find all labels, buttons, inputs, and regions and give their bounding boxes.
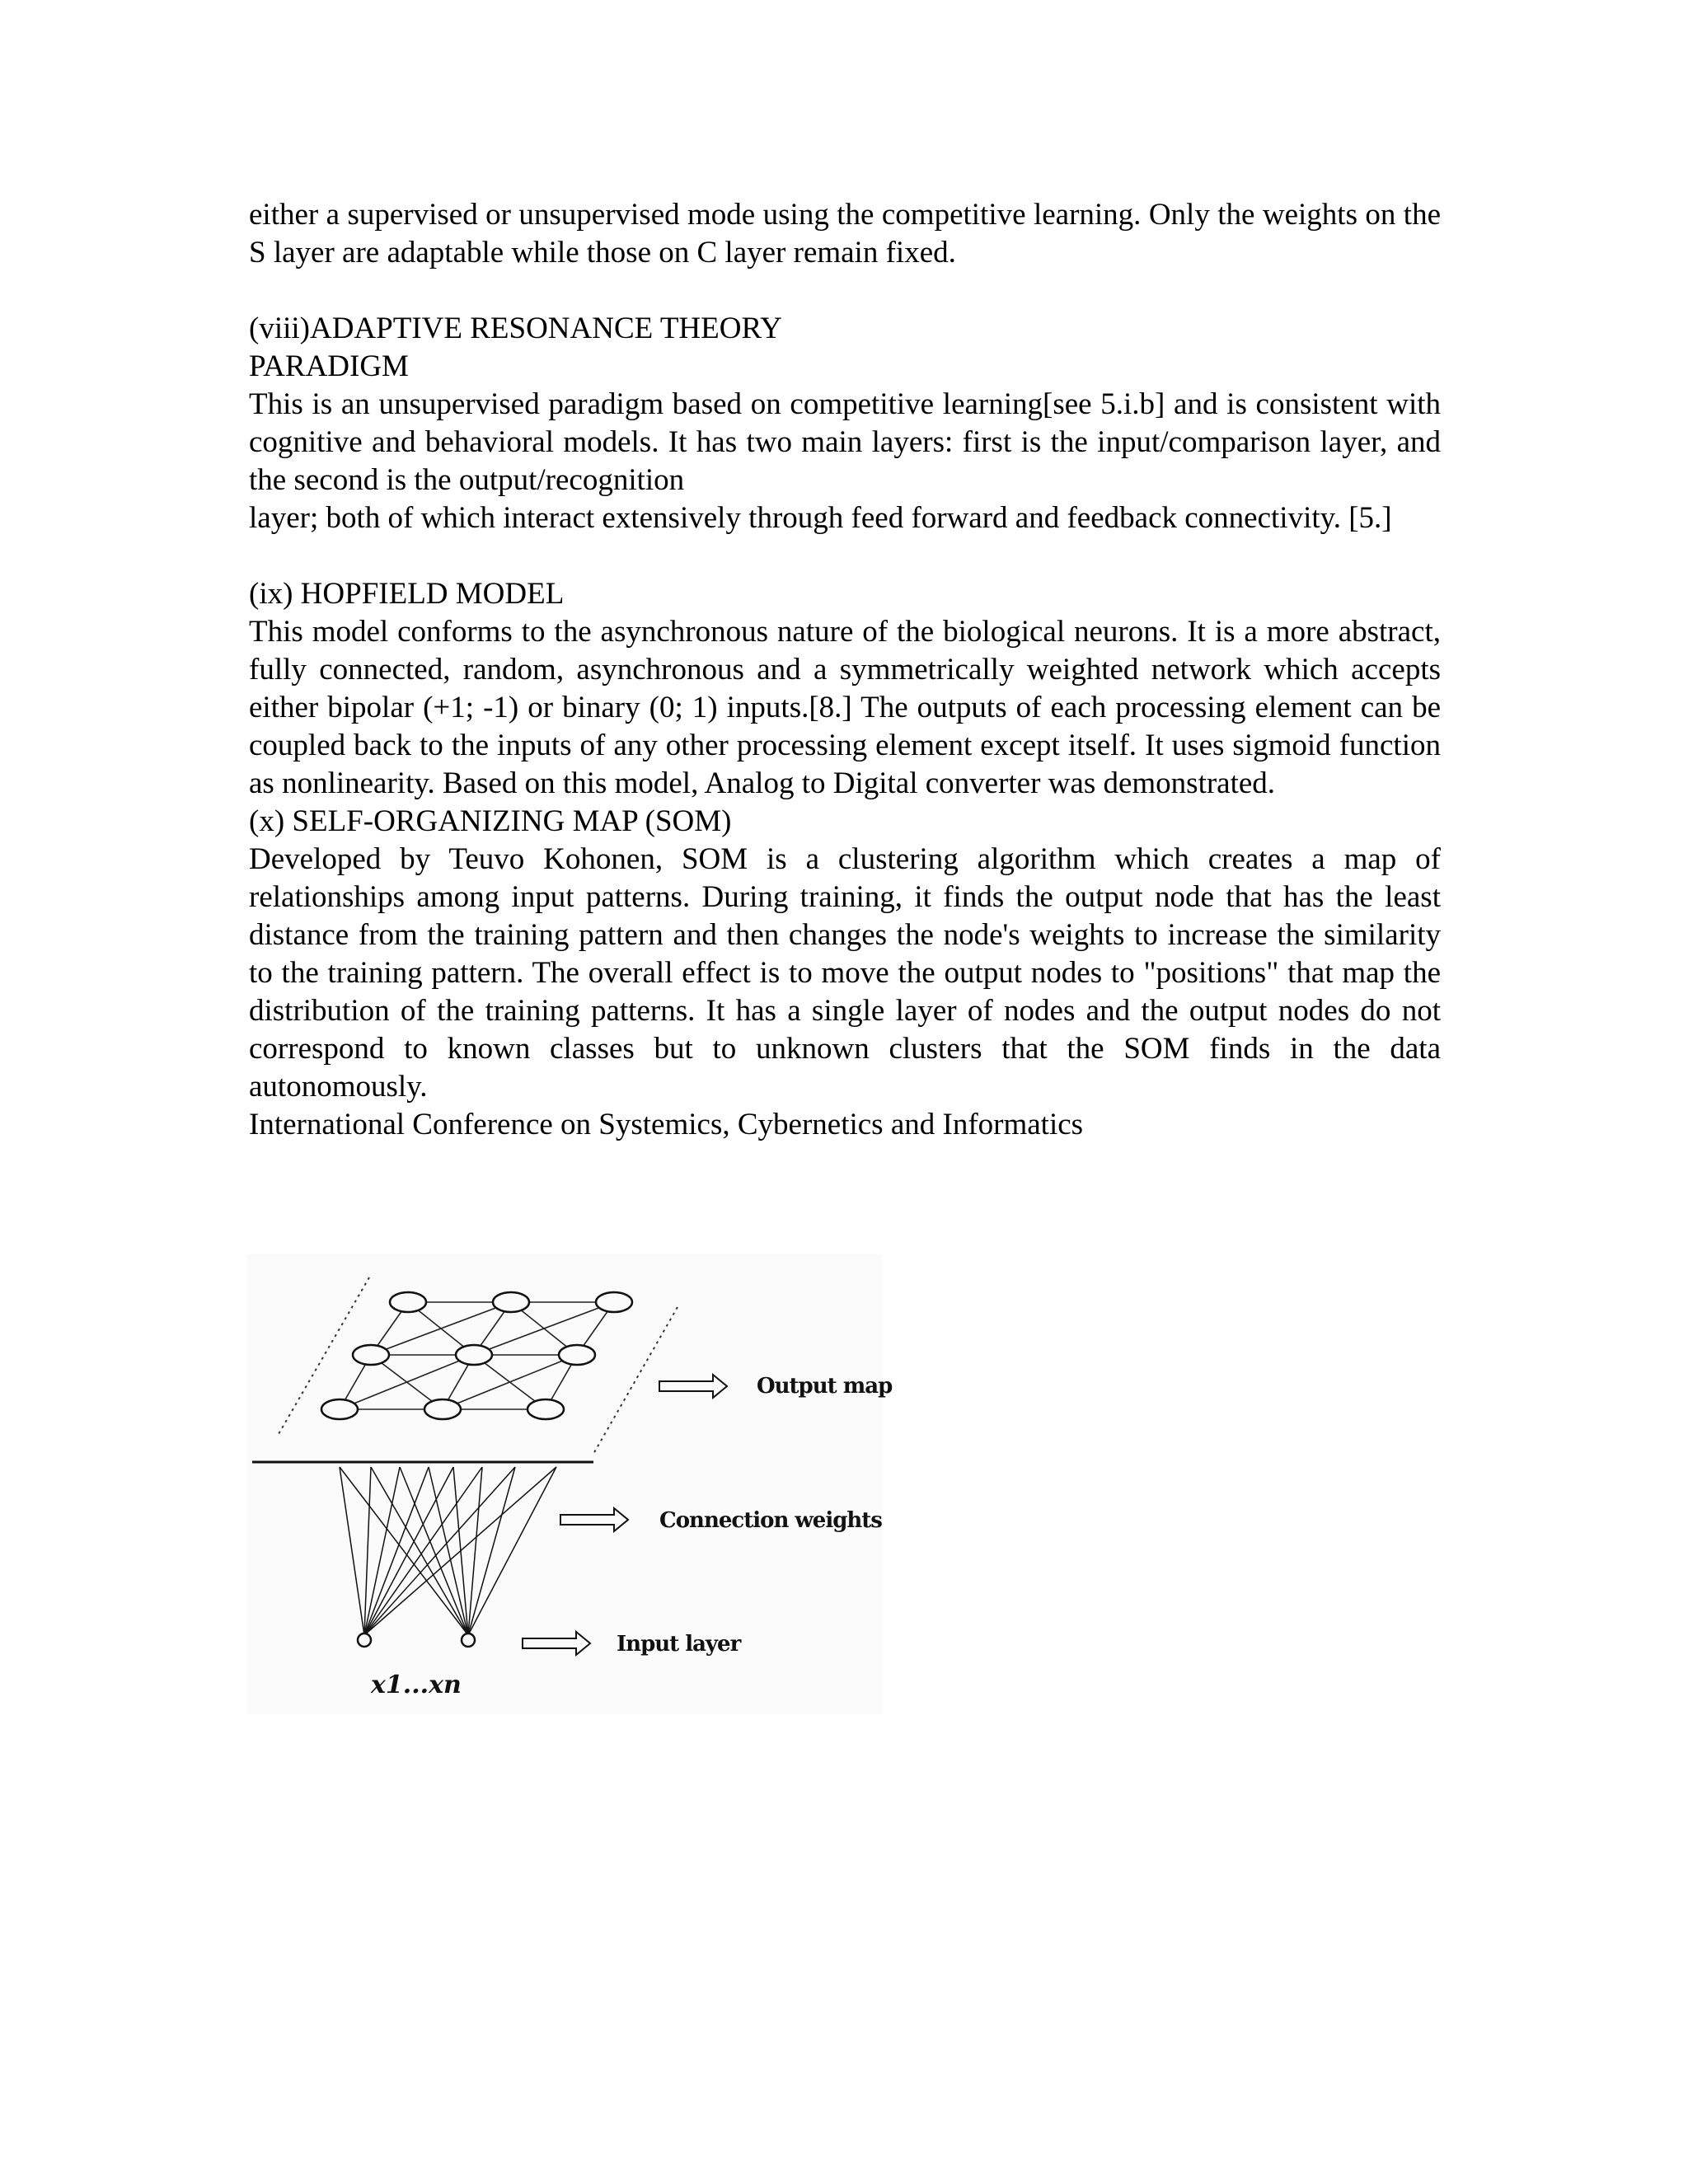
art-body-paragraph-2: layer; both of which interact extensively through feed forward and feedback connectivity. [5.] <box>249 501 1392 535</box>
conference-line: International Conference on Systemics, Cybernetics and Informatics <box>249 1108 1084 1141</box>
output-node <box>456 1345 492 1365</box>
arrow-icon <box>659 1375 727 1398</box>
output-node <box>390 1292 426 1312</box>
arrow-icon <box>560 1508 628 1531</box>
output-node <box>321 1399 358 1419</box>
output-node <box>424 1399 461 1419</box>
output-node <box>493 1292 529 1312</box>
hopfield-body-paragraph: This model conforms to the asynchronous nature of the biological neurons. It is a more abstract, fully connected, random, asynchronous and a symmetrically weighted network which accepts either bipolar (+1; -1) or binary (0; 1) inputs.[8.] The outputs of each processing element can be coupled back to the inputs of any other processing element except itself. It uses sigmoid function as nonlinearity. Based on this model, Analog to Digital converter was demonstrated. <box>249 615 1441 800</box>
spacer <box>249 537 1441 575</box>
art-heading-line-2: PARADIGM <box>249 349 409 383</box>
som-body-paragraph: Developed by Teuvo Kohonen, SOM is a clustering algorithm which creates a map of relationships among input patterns. During training, it finds the output node that has the least distance from the training pattern and then changes the node's weights to increase the similarity to the training pattern. The overall effect is to move the output nodes to "positions" that map the distribution of the training patterns. It has a single layer of nodes and the output nodes do not correspond to known classes but to unknown clusters that the SOM finds in the data autonomously. <box>249 842 1441 1104</box>
connection-weights-label: Connection weights <box>659 1508 882 1533</box>
som-diagram-graphic <box>247 1254 882 1714</box>
output-node <box>596 1292 632 1312</box>
art-body-paragraph-1: This is an unsupervised paradigm based on competitive learning[see 5.i.b] and is consistent with cognitive and behavioral models. It has two main layers: first is the input/comparison layer, and the second is the output/recognition <box>249 387 1441 497</box>
output-map-label: Output map <box>757 1374 893 1399</box>
art-heading-line-1: (viii)ADAPTIVE RESONANCE THEORY <box>249 312 782 345</box>
arrow-icon <box>523 1632 590 1655</box>
input-node <box>358 1633 371 1647</box>
output-node <box>559 1345 595 1365</box>
hopfield-heading: (ix) HOPFIELD MODEL <box>249 577 565 611</box>
output-node <box>528 1399 564 1419</box>
intro-paragraph: either a supervised or unsupervised mode using the competitive learning. Only the weights on the S layer are adaptable while those on C layer remain fixed. <box>249 198 1441 269</box>
som-diagram <box>247 1254 893 1714</box>
connection-weight-lines <box>340 1467 556 1635</box>
som-heading: (x) SELF-ORGANIZING MAP (SOM) <box>249 804 732 838</box>
spacer <box>249 272 1441 310</box>
input-variables-label: x1...xn <box>371 1671 462 1699</box>
input-nodes <box>358 1633 475 1647</box>
input-node <box>462 1633 475 1647</box>
page-body <box>249 196 1441 1144</box>
output-node <box>353 1345 389 1365</box>
input-layer-label: Input layer <box>617 1632 741 1657</box>
output-nodes <box>321 1292 632 1419</box>
